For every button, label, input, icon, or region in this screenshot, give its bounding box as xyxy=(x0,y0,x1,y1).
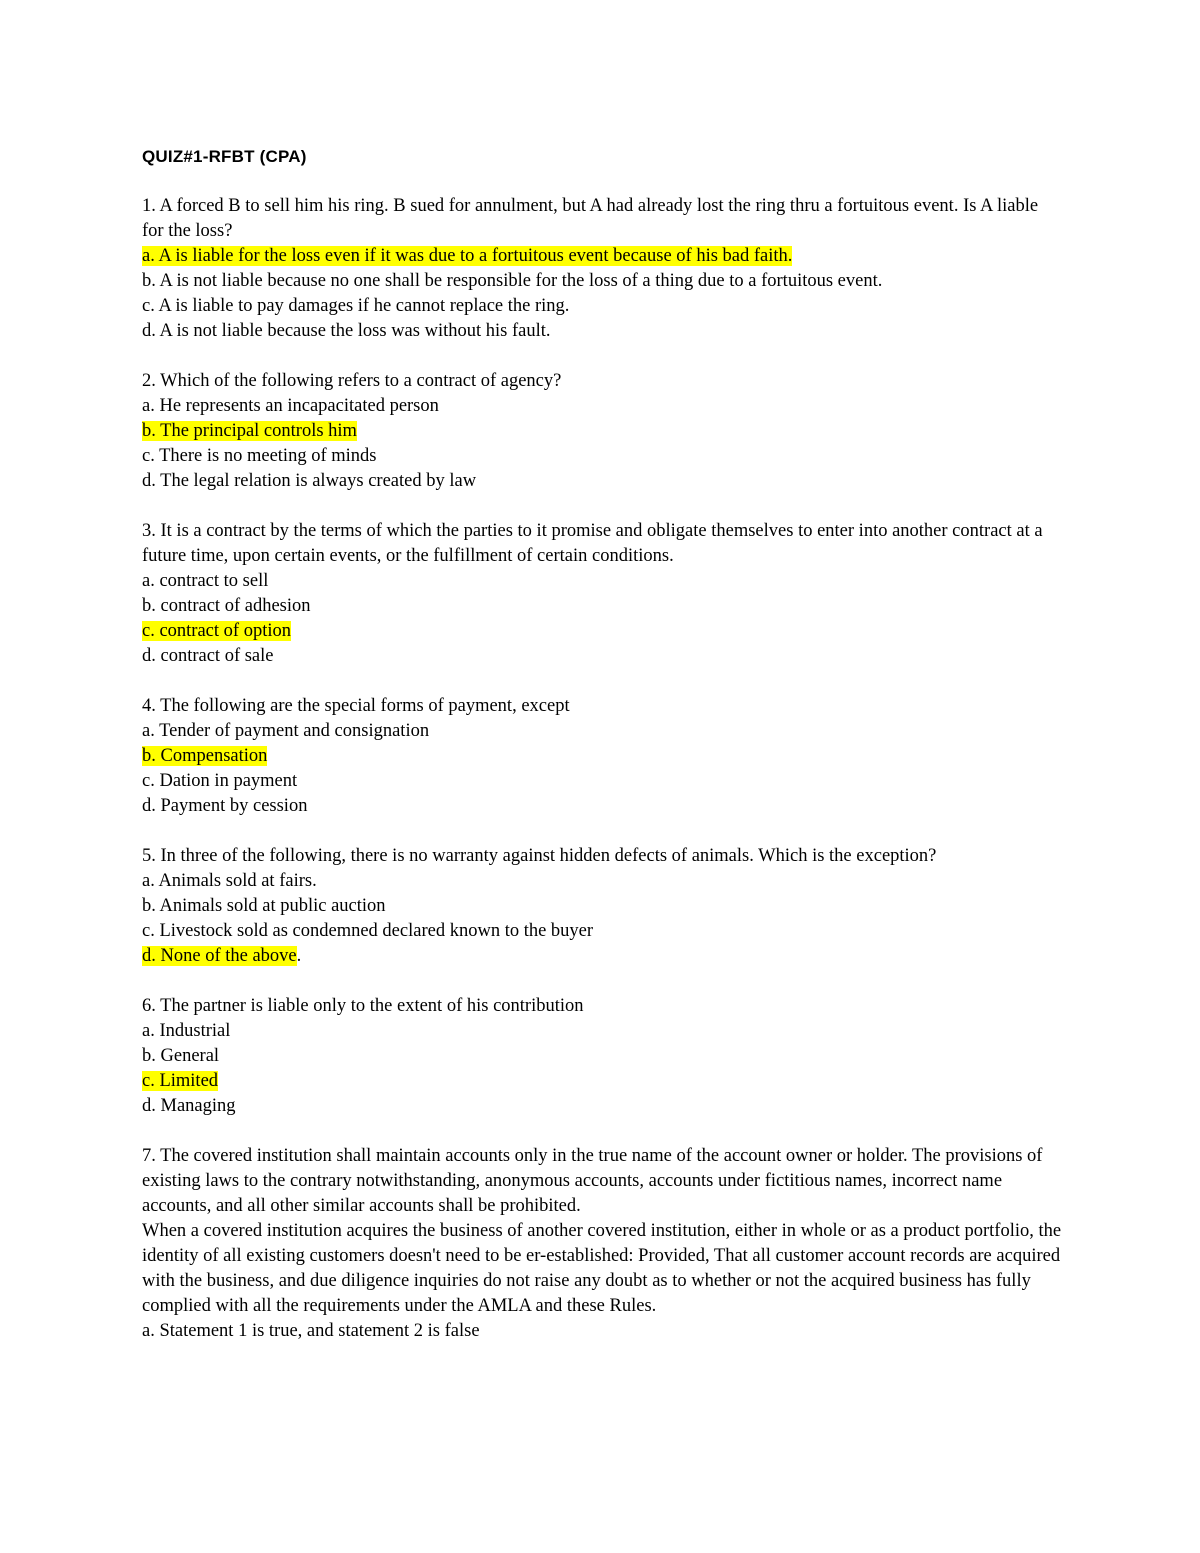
option-d: d. Managing xyxy=(142,1096,236,1116)
question-text-2: When a covered institution acquires the business of another covered institution, either in whole or as a product portfolio, the identity of all existing customers doesn't need to be er-established: Provided, That all customer account records are acquired with the business, and due diligence inquiries do not raise any doubt as to whether or not the acquired business has fully complied with all the requirements under the AMLA and these Rules. xyxy=(142,1221,1062,1316)
question-text: 2. Which of the following refers to a contract of agency? xyxy=(142,371,562,391)
option-suffix: . xyxy=(296,946,302,966)
question-text: 5. In three of the following, there is no warranty against hidden defects of animals. Which is the exception? xyxy=(142,846,937,866)
question-3 xyxy=(142,519,1062,669)
question-5 xyxy=(142,844,1062,969)
question-1 xyxy=(142,194,1062,344)
highlighted-answer: c. Limited xyxy=(142,1071,219,1091)
option-a: a. Statement 1 is true, and statement 2 is false xyxy=(142,1321,480,1341)
option-a: a. Industrial xyxy=(142,1021,231,1041)
option-b xyxy=(142,744,1062,769)
option-a: a. contract to sell xyxy=(142,571,269,591)
option-b: b. A is not liable because no one shall be responsible for the loss of a thing due to a fortuitous event. xyxy=(142,271,883,291)
highlighted-answer: d. None of the above xyxy=(142,946,297,966)
option-b: b. contract of adhesion xyxy=(142,596,311,616)
option-c xyxy=(142,1069,1062,1094)
option-d: d. contract of sale xyxy=(142,646,274,666)
option-d: d. Payment by cession xyxy=(142,796,308,816)
question-7 xyxy=(142,1144,1062,1344)
document-page xyxy=(142,144,1062,1369)
option-c: c. A is liable to pay damages if he cannot replace the ring. xyxy=(142,296,570,316)
option-b xyxy=(142,419,1062,444)
option-a xyxy=(142,244,1062,269)
quiz-title: QUIZ#1-RFBT (CPA) xyxy=(142,147,307,166)
option-d: d. A is not liable because the loss was without his fault. xyxy=(142,321,551,341)
option-a: a. Tender of payment and consignation xyxy=(142,721,430,741)
option-b: b. General xyxy=(142,1046,220,1066)
question-text: 1. A forced B to sell him his ring. B sued for annulment, but A had already lost the ring thru a fortuitous event. Is A liable for the loss? xyxy=(142,196,1039,241)
option-c: c. Dation in payment xyxy=(142,771,298,791)
question-text: 6. The partner is liable only to the extent of his contribution xyxy=(142,996,584,1016)
highlighted-answer: a. A is liable for the loss even if it was due to a fortuitous event because of his bad faith. xyxy=(142,246,793,266)
option-c: c. There is no meeting of minds xyxy=(142,446,377,466)
question-2 xyxy=(142,369,1062,494)
highlighted-answer: b. The principal controls him xyxy=(142,421,357,441)
question-text: 7. The covered institution shall maintain accounts only in the true name of the account owner or holder. The provisions of existing laws to the contrary notwithstanding, anonymous accounts, accounts under fictitious names, incorrect name accounts, and all other similar accounts shall be prohibited. xyxy=(142,1146,1043,1216)
question-4 xyxy=(142,694,1062,819)
option-a: a. Animals sold at fairs. xyxy=(142,871,317,891)
option-c: c. Livestock sold as condemned declared known to the buyer xyxy=(142,921,594,941)
highlighted-answer: b. Compensation xyxy=(142,746,268,766)
question-text: 3. It is a contract by the terms of which the parties to it promise and obligate themselves to enter into another contract at a future time, upon certain events, or the fulfillment of certain conditions. xyxy=(142,521,1043,566)
option-b: b. Animals sold at public auction xyxy=(142,896,386,916)
question-text: 4. The following are the special forms of payment, except xyxy=(142,696,570,716)
option-d: d. The legal relation is always created by law xyxy=(142,471,477,491)
question-6 xyxy=(142,994,1062,1119)
option-c xyxy=(142,619,1062,644)
highlighted-answer: c. contract of option xyxy=(142,621,291,641)
option-a: a. He represents an incapacitated person xyxy=(142,396,439,416)
option-d xyxy=(142,944,1062,969)
